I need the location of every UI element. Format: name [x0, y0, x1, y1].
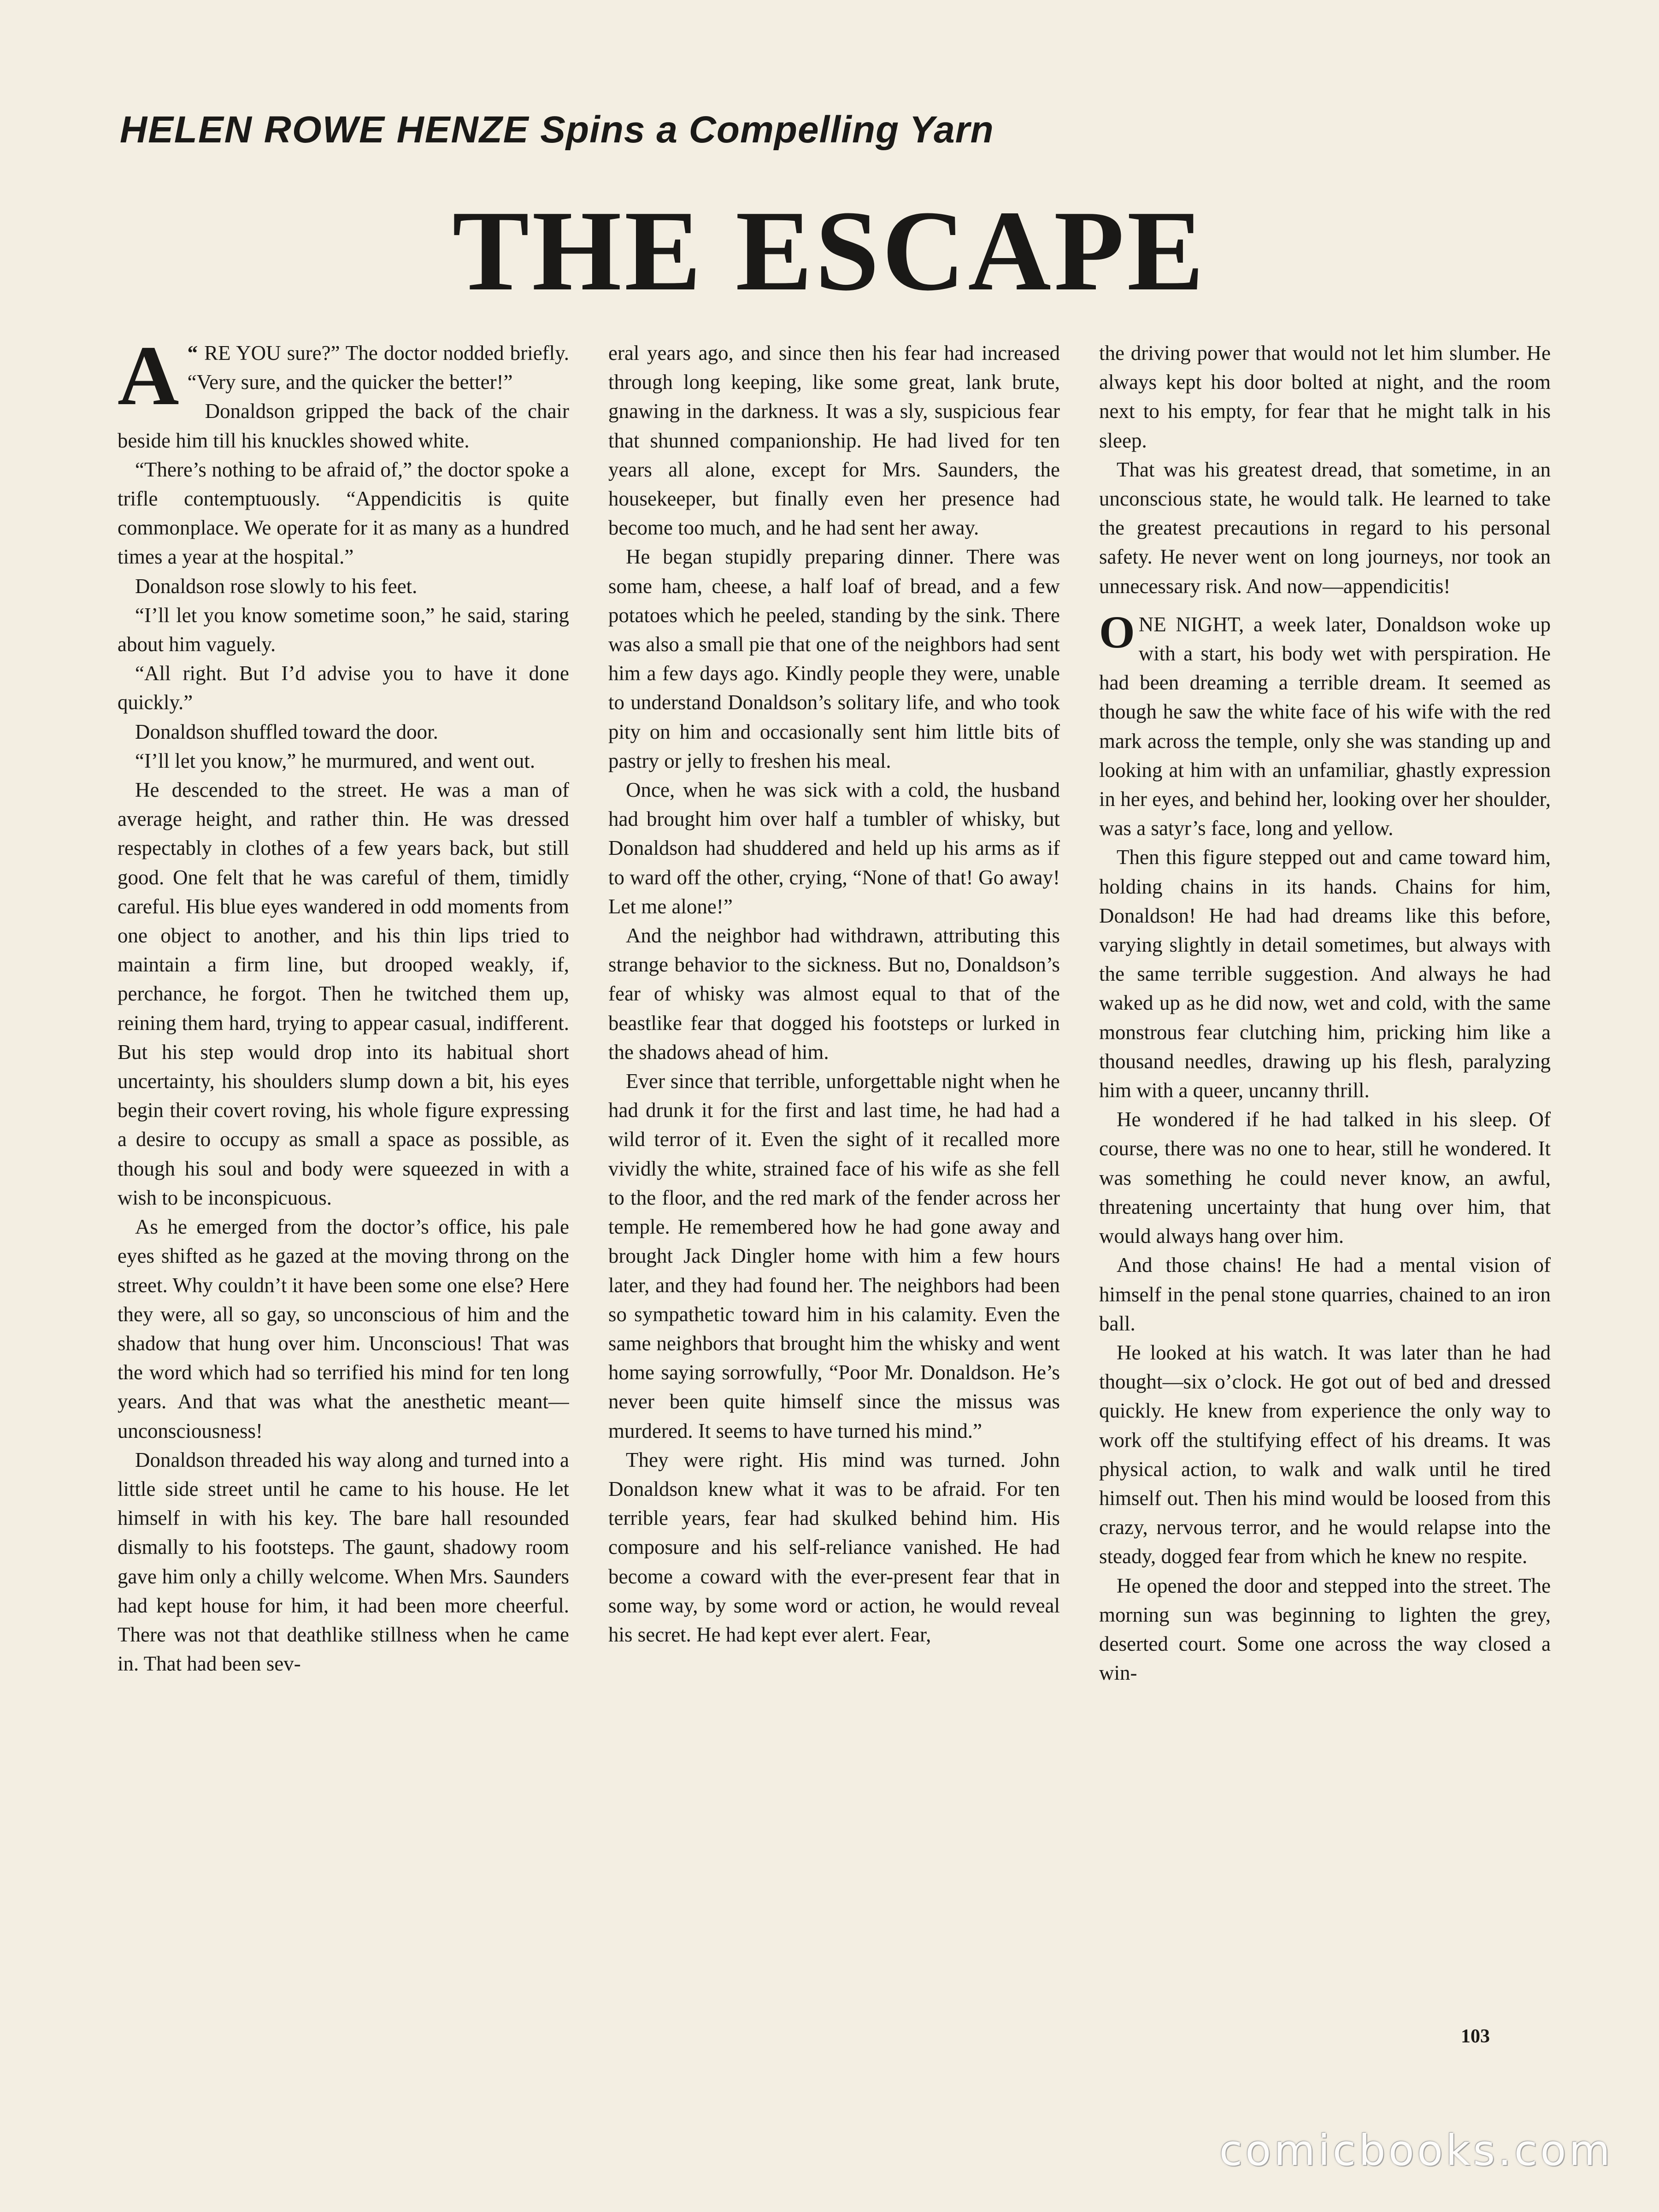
paragraph-text: And the neighbor had withdrawn, attributing this strange behavior to the sickness. But no, Donaldson’s fear of whisky was almost equal to that of the beastlike fear that dogged his footsteps or lurked in the shadows ahead of him. [608, 924, 1060, 1064]
paragraph [118, 601, 569, 659]
paragraph [1099, 1338, 1551, 1571]
paragraph-text: Once, when he was sick with a cold, the husband had brought him over half a tumbler of whisky, but Donaldson had shuddered and held up his arms as if to ward off the other, crying, “None of that! Go away! Let me alone!” [608, 778, 1060, 918]
paragraph [608, 921, 1060, 1067]
paragraph [1099, 843, 1551, 1105]
paragraph [608, 542, 1060, 776]
article-body [118, 339, 1551, 2044]
paragraph-text: “I’ll let you know,” he murmured, and went out. [135, 749, 535, 772]
paragraph-text: eral years ago, and since then his fear had increased through long keeping, like some great, lank brute, gnawing in the darkness. It was a sly, suspicious fear that shunned companionship. He had lived for ten years all alone, except for Mrs. Saunders, the housekeeper, but finally even her presence had become too much, and he had sent her away. [608, 341, 1060, 540]
paragraph-text: the driving power that would not let him slumber. He always kept his door bolted at night, and the room next to his empty, for fear that he might talk in his sleep. [1099, 341, 1551, 452]
paragraph-text: Donaldson shuffled toward the door. [135, 720, 438, 743]
paragraph-text: And those chains! He had a mental vision of himself in the penal stone quarries, chained to an iron ball. [1099, 1253, 1551, 1335]
drop-cap: A [118, 339, 179, 423]
paragraph [118, 659, 569, 717]
paragraph [1099, 455, 1551, 601]
paragraph [1099, 1251, 1551, 1338]
paragraph-text: “I’ll let you know sometime soon,” he said, staring about him vaguely. [118, 603, 569, 656]
paragraph [1099, 339, 1551, 455]
paragraph-text: He descended to the street. He was a man of average height, and rather thin. He was dressed respectably in clothes of a few years back, but still good. One felt that he was careful of them, timidly careful. His blue eyes wandered in odd moments from one object to another, and his thin lips tried to maintain a firm line, but drooped weakly, if, perchance, he forgot. Then he twitched them up, reining them hard, trying to appear casual, indifferent. But his step would drop into its habitual short uncertainty, his shoulders slump down a bit, his eyes begin their covert roving, his whole figure expressing a desire to occupy as small a space as possible, as though his soul and body were squeezed in with a wish to be inconspicuous. [118, 778, 569, 1209]
paragraph-text: He began stupidly preparing dinner. There was some ham, cheese, a half loaf of bread, and a few potatoes which he peeled, standing by the sink. There was also a small pie that one of the neighbors had sent him a few days ago. Kindly people they were, unable to understand Donaldson’s solitary life, and who took pity on him and occasionally sent him little bits of pastry or jelly to freshen his meal. [608, 545, 1060, 772]
paragraph-text: NE NIGHT, a week later, Donaldson woke up with a start, his body wet with perspiration. He had been dreaming a terrible dream. It seemed as though he saw the white face of his wife with the red mark across the temple, only she was standing up and looking at him with an unfamiliar, ghastly expression in her eyes, and behind her, looking over her shoulder, was a satyr’s face, long and yellow. [1099, 612, 1551, 840]
text-column-1 [118, 339, 569, 2039]
paragraph [608, 1067, 1060, 1446]
text-column-3 [1099, 339, 1551, 2039]
page-number: 103 [1461, 2026, 1490, 2047]
paragraph-text: He looked at his watch. It was later than he had thought—six o’clock. He got out of bed and dressed quickly. He knew from experience the only way to work off the stultifying effect of his dreams. It was physical action, to walk and walk until he tired himself out. Then his mind would be loosed from this crazy, nervous terror, and he would relapse into the steady, dogged fear from which he knew no respite. [1099, 1341, 1551, 1568]
paragraph [1099, 1571, 1551, 1688]
paragraph [1099, 1105, 1551, 1251]
byline-tagline: Spins a Compelling Yarn [540, 109, 994, 151]
paragraph-text: They were right. His mind was turned. John Donaldson knew what it was to be afraid. For ten terrible years, fear had skulked behind him. His composure and his self-reliance vanished. He had become a coward with the ever-present fear that in some way, by some word or action, he would reveal his secret. He had kept ever alert. Fear, [608, 1448, 1060, 1646]
paragraph [1099, 606, 1551, 843]
paragraph [118, 776, 569, 1212]
paragraph [118, 718, 569, 747]
watermark-logo: comicbooks.com [1219, 2126, 1613, 2175]
byline [120, 108, 1548, 152]
paragraph [118, 339, 569, 423]
paragraph [118, 455, 569, 572]
paragraph-text: RE YOU sure?” The doctor nodded briefly. “Very sure, and the quicker the better!” [187, 341, 569, 394]
paragraph [118, 572, 569, 601]
opening-quote: “ [187, 341, 198, 365]
story-title: THE ESCAPE [452, 187, 1207, 315]
paragraph [118, 747, 569, 776]
paragraph [118, 1212, 569, 1446]
paragraph-text: Ever since that terrible, unforgettable night when he had drunk it for the first and last time, he had had a wild terror of it. Even the sight of it recalled more vividly the white, strained face of his wife as she fell to the floor, and the red mark of the fender across her temple. He remembered how he had gone away and brought Jack Dingler home with him a few hours later, and they had found her. The neighbors had been so sympathetic toward him in his calamity. Even the same neighbors that brought him the whisky and went home saying sorrowfully, “Poor Mr. Donaldson. He’s never been quite himself since the missus was murdered. It seems to have turned his mind.” [608, 1070, 1060, 1442]
paragraph [608, 339, 1060, 542]
paragraph-text: “There’s nothing to be afraid of,” the doctor spoke a trifle contemptuously. “Appendicitis is quite commonplace. We operate for it as many as a hundred times a year at the hospital.” [118, 458, 569, 569]
paragraph-text: As he emerged from the doctor’s office, his pale eyes shifted as he gazed at the moving throng on the street. Why couldn’t it have been some one else? Here they were, all so gay, so unconscious of him and the shadow that hung over him. Unconscious! That was the word which had so terrified his mind for ten long years. And that was what the anesthetic meant—unconsciousness! [118, 1215, 569, 1442]
paragraph [118, 397, 569, 455]
paragraph-text: Donaldson rose slowly to his feet. [135, 574, 418, 598]
paragraph-text: Donaldson threaded his way along and turned into a little side street until he came to his house. He let himself in with his key. The bare hall resounded dismally to his footsteps. The gaunt, shadowy room gave him only a chilly welcome. When Mrs. Saunders had kept house for him, it had been more cheerful. There was not that deathlike stillness when he came in. That had been sev- [118, 1448, 569, 1676]
paragraph-text: Then this figure stepped out and came toward him, holding chains in its hands. Chains for him, Donaldson! He had had dreams like this before, varying slightly in detail sometimes, but always with the same terrible suggestion. And always he had waked up as he did now, wet and cold, with the same monstrous fear clutching him, pricking him like a thousand needles, drawing up his flesh, paralyzing him with a queer, uncanny thrill. [1099, 846, 1551, 1102]
paragraph-text: He wondered if he had talked in his sleep. Of course, there was no one to hear, still he wondered. It was something he could never know, an awful, threatening uncertainty that hung over him, that would always hang over him. [1099, 1108, 1551, 1248]
paragraph-text: That was his greatest dread, that sometime, in an unconscious state, he would talk. He learned to take the greatest precautions in regard to his personal safety. He never went on long journeys, nor took an unnecessary risk. And now—appendicitis! [1099, 458, 1551, 598]
paragraph-text: He opened the door and stepped into the street. The morning sun was beginning to lighten the grey, deserted court. Some one across the way closed a win- [1099, 1574, 1551, 1685]
text-column-2 [608, 339, 1060, 2039]
paragraph [608, 1446, 1060, 1649]
paragraph [118, 1446, 569, 1679]
drop-cap: O [1099, 606, 1135, 658]
paragraph-text: “All right. But I’d advise you to have it done quickly.” [118, 662, 569, 714]
author-name: HELEN ROWE HENZE [120, 109, 529, 151]
paragraph-text: Donaldson gripped the back of the chair beside him till his knuckles showed white. [118, 400, 569, 452]
paragraph [608, 776, 1060, 921]
